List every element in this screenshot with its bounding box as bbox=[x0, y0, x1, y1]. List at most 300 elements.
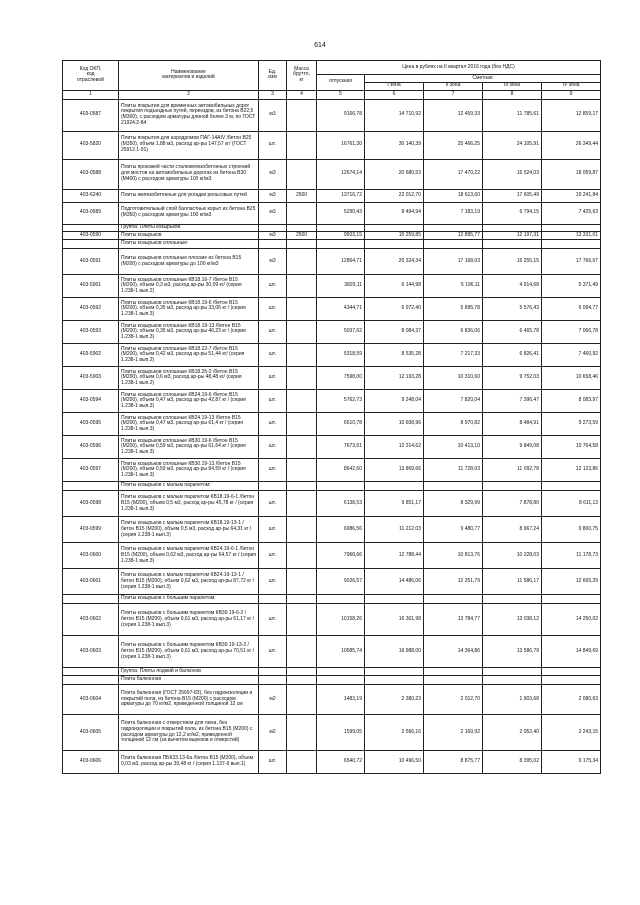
row-unit: шт. bbox=[259, 344, 287, 367]
row-zone4-price bbox=[542, 595, 601, 604]
row-name: Плиты козырьков с большим парапетом: bbox=[119, 595, 259, 604]
row-mass bbox=[287, 99, 317, 131]
row-name: Плиты козырьков сплошные КВ18.22-7 /бетон В15 (М200), объем 0,42 м3, расход ар-ры 51,44 кг/ (серия 1.238-1 вып.2) bbox=[119, 344, 259, 367]
row-name: Группа: Плиты лоджий и балконов bbox=[119, 668, 259, 676]
header-unit: Ед. изм bbox=[259, 61, 287, 91]
group-row bbox=[63, 224, 601, 232]
row-mass bbox=[287, 249, 317, 275]
row-zone2-price: 2 012,70 bbox=[424, 685, 483, 715]
row-name: Плита балконная с отверстием для люка, без гидроизоляции и покрытий пола, из бетона В15 (М200) с расходом арматуры до 12,2 кг/м2, приведенной толщиной 12 см (за вычетом вырезов и отверстий) bbox=[119, 715, 259, 751]
row-mass bbox=[287, 491, 317, 517]
row-release-price: 3829,11 bbox=[317, 275, 365, 298]
row-mass bbox=[287, 569, 317, 595]
row-name: Плиты козырьков с малым парапетом КВ24.19-13-1 /бетон В15 (М200), объем 0,62 м3, расход ар-ры 87,72 кг / (серия 1.238-1 вып.3) bbox=[119, 569, 259, 595]
row-release-price: 10158,26 bbox=[317, 604, 365, 636]
row-mass bbox=[287, 676, 317, 685]
row-zone4-price: 14 250,02 bbox=[542, 604, 601, 636]
row-zone1-price: 15 259,85 bbox=[365, 232, 424, 240]
table-row bbox=[63, 131, 601, 159]
row-zone4-price: 10 764,58 bbox=[542, 436, 601, 459]
row-zone3-price: 10 228,03 bbox=[483, 543, 542, 569]
row-mass: 2500 bbox=[287, 232, 317, 240]
row-unit: шт. bbox=[259, 436, 287, 459]
row-zone4-price: 13 331,01 bbox=[542, 232, 601, 240]
row-name: Подготовительный слой балластных корыт из бетона В25 (М350) с расходом арматуры 100 кг/м3 bbox=[119, 202, 259, 224]
col-num: 1 bbox=[63, 90, 119, 99]
row-mass bbox=[287, 159, 317, 189]
row-zone3-price: 5 576,43 bbox=[483, 298, 542, 321]
row-code: 403-0595 bbox=[63, 413, 119, 436]
row-zone3-price: 8 484,91 bbox=[483, 413, 542, 436]
row-unit: шт. bbox=[259, 543, 287, 569]
row-unit: шт. bbox=[259, 275, 287, 298]
row-zone2-price: 8 875,77 bbox=[424, 751, 483, 774]
row-mass bbox=[287, 668, 317, 676]
row-code: 403-0604 bbox=[63, 685, 119, 715]
row-release-price: 12864,71 bbox=[317, 249, 365, 275]
row-name: Плита балконная ПБК33.13-6а /бетон В15 (М200), объем 0,03 м3, расход ар-ры 39,48 кг / (серия 1.137-9 вып.1) bbox=[119, 751, 259, 774]
row-zone1-price: 12 788,44 bbox=[365, 543, 424, 569]
row-code: 403-0588 bbox=[63, 159, 119, 189]
row-zone3-price: 7 878,80 bbox=[483, 491, 542, 517]
row-zone1-price: 16 988,00 bbox=[365, 636, 424, 668]
table-row bbox=[63, 390, 601, 413]
table-row bbox=[63, 459, 601, 482]
table-row bbox=[63, 232, 601, 240]
row-release-price: 10585,74 bbox=[317, 636, 365, 668]
row-zone2-price: 8 329,99 bbox=[424, 491, 483, 517]
row-release-price bbox=[317, 482, 365, 491]
row-code: 403-0587 bbox=[63, 99, 119, 131]
row-zone4-price bbox=[542, 676, 601, 685]
row-name: Плиты козырьков сплошные КВ18.19-13 /бетон В15 (М200), объем 0,35 м3, расход ар-ры 46,23 кг / (серия 1.238-1 вып.3) bbox=[119, 321, 259, 344]
row-name: Плиты козырьков bbox=[119, 232, 259, 240]
row-name: Плита балконная bbox=[119, 676, 259, 685]
row-zone1-price: 11 212,03 bbox=[365, 517, 424, 543]
row-zone1-price bbox=[365, 240, 424, 249]
table-row bbox=[63, 436, 601, 459]
row-mass bbox=[287, 436, 317, 459]
row-zone2-price: 6 836,06 bbox=[424, 321, 483, 344]
row-code: 403-0606 bbox=[63, 751, 119, 774]
row-zone1-price bbox=[365, 668, 424, 676]
row-name: Плиты козырьков с малым парапетом: bbox=[119, 482, 259, 491]
row-zone1-price: 16 301,98 bbox=[365, 604, 424, 636]
row-unit bbox=[259, 676, 287, 685]
header-zone-1: I зона bbox=[365, 82, 424, 90]
row-code: 403-0600 bbox=[63, 543, 119, 569]
row-name: Плиты козырьков с большим парапетом КВ30.19-6-2 /бетон В15 (М200), объем 0,61 м3, расход ар-ры 61,17 кг / (серия 1.238-1 вып.3) bbox=[119, 604, 259, 636]
row-release-price bbox=[317, 240, 365, 249]
row-zone3-price: 4 914,68 bbox=[483, 275, 542, 298]
row-zone4-price: 2 243,15 bbox=[542, 715, 601, 751]
row-mass bbox=[287, 131, 317, 159]
row-code: 403-0594 bbox=[63, 390, 119, 413]
row-zone3-price: 13 586,79 bbox=[483, 636, 542, 668]
row-unit: шт. bbox=[259, 569, 287, 595]
row-mass bbox=[287, 390, 317, 413]
table-row bbox=[63, 99, 601, 131]
row-name: Плита балконная (ГОСТ 25697-83), без гидроизоляции и покрытий пола, из бетона В15 (М200) с расходом арматуры до 70 кг/м2, приведенной толщиной 12 см bbox=[119, 685, 259, 715]
row-code: 403-5820 bbox=[63, 131, 119, 159]
subgroup-row bbox=[63, 676, 601, 685]
row-zone3-price: 8 967,24 bbox=[483, 517, 542, 543]
row-unit: шт. bbox=[259, 321, 287, 344]
col-num: 8 bbox=[483, 90, 542, 99]
row-zone4-price: 8 611,13 bbox=[542, 491, 601, 517]
row-unit: шт. bbox=[259, 751, 287, 774]
row-zone2-price: 9 480,77 bbox=[424, 517, 483, 543]
col-num: 2 bbox=[119, 90, 259, 99]
row-zone4-price bbox=[542, 240, 601, 249]
row-zone3-price: 6 826,41 bbox=[483, 344, 542, 367]
row-release-price bbox=[317, 224, 365, 232]
row-zone4-price: 12 123,86 bbox=[542, 459, 601, 482]
table-row bbox=[63, 344, 601, 367]
table-row bbox=[63, 413, 601, 436]
row-zone1-price: 12 193,28 bbox=[365, 367, 424, 390]
row-mass bbox=[287, 636, 317, 668]
row-zone4-price: 7 066,78 bbox=[542, 321, 601, 344]
row-zone2-price bbox=[424, 668, 483, 676]
row-release-price: 5318,59 bbox=[317, 344, 365, 367]
row-zone1-price: 10 496,50 bbox=[365, 751, 424, 774]
row-zone3-price: 11 586,17 bbox=[483, 569, 542, 595]
row-release-price: 6540,72 bbox=[317, 751, 365, 774]
row-unit: шт. bbox=[259, 491, 287, 517]
row-mass bbox=[287, 240, 317, 249]
row-zone4-price bbox=[542, 668, 601, 676]
row-release-price: 6610,78 bbox=[317, 413, 365, 436]
row-unit: шт. bbox=[259, 390, 287, 413]
row-zone1-price: 8 084,37 bbox=[365, 321, 424, 344]
row-zone3-price bbox=[483, 482, 542, 491]
table-row bbox=[63, 751, 601, 774]
row-code: 403-0596 bbox=[63, 436, 119, 459]
row-zone3-price: 11 785,61 bbox=[483, 99, 542, 131]
row-mass bbox=[287, 459, 317, 482]
table-row bbox=[63, 491, 601, 517]
header-zone-2: II зона bbox=[424, 82, 483, 90]
row-zone2-price bbox=[424, 676, 483, 685]
row-name: Плиты козырьков сплошные: bbox=[119, 240, 259, 249]
row-zone3-price bbox=[483, 240, 542, 249]
row-zone1-price: 20 680,53 bbox=[365, 159, 424, 189]
row-zone2-price: 7 820,04 bbox=[424, 390, 483, 413]
table-row bbox=[63, 189, 601, 202]
row-zone2-price bbox=[424, 240, 483, 249]
row-zone3-price: 6 465,78 bbox=[483, 321, 542, 344]
table-row bbox=[63, 569, 601, 595]
row-zone1-price bbox=[365, 224, 424, 232]
row-name: Плиты покрытия для временных автомобильных дорог покрытия подъездных путей, переездов, из бетона В22,5 (М300), с расходом арматуры длиной более 3 м, по ГОСТ 21924.2-84 bbox=[119, 99, 259, 131]
row-mass bbox=[287, 595, 317, 604]
row-release-price: 9166,78 bbox=[317, 99, 365, 131]
table-row bbox=[63, 367, 601, 390]
row-release-price: 12674,14 bbox=[317, 159, 365, 189]
row-zone2-price: 7 183,19 bbox=[424, 202, 483, 224]
table-row bbox=[63, 604, 601, 636]
row-code: 403-0597 bbox=[63, 459, 119, 482]
row-unit: шт. bbox=[259, 298, 287, 321]
header-zone-4: IV зона bbox=[542, 82, 601, 90]
row-unit: м3 bbox=[259, 189, 287, 202]
row-code: 403-0599 bbox=[63, 517, 119, 543]
row-code: 403-0590 bbox=[63, 232, 119, 240]
row-code bbox=[63, 224, 119, 232]
row-code: 403-0593 bbox=[63, 321, 119, 344]
row-mass bbox=[287, 202, 317, 224]
row-zone1-price: 22 012,70 bbox=[365, 189, 424, 202]
row-zone1-price: 9 248,04 bbox=[365, 390, 424, 413]
row-zone1-price: 20 324,34 bbox=[365, 249, 424, 275]
row-release-price: 6138,53 bbox=[317, 491, 365, 517]
row-code: 403-0602 bbox=[63, 604, 119, 636]
table-row bbox=[63, 685, 601, 715]
group-row bbox=[63, 668, 601, 676]
row-release-price: 13716,72 bbox=[317, 189, 365, 202]
header-estimated: Сметная bbox=[365, 75, 601, 83]
row-code: 403-0591 bbox=[63, 249, 119, 275]
row-zone2-price: 5 895,78 bbox=[424, 298, 483, 321]
row-zone2-price: 18 613,60 bbox=[424, 189, 483, 202]
row-zone1-price: 30 140,39 bbox=[365, 131, 424, 159]
row-zone3-price bbox=[483, 595, 542, 604]
row-zone4-price: 7 425,63 bbox=[542, 202, 601, 224]
row-unit bbox=[259, 240, 287, 249]
row-code: 403-0589 bbox=[63, 202, 119, 224]
row-zone4-price: 9 273,59 bbox=[542, 413, 601, 436]
row-name: Плиты козырьков сплошные КВ30.19-6 /бетон В15 (М200), объем 0,59 м3, расход ар-ры 61,64 кг / (серия 1.238-1 вып.3) bbox=[119, 436, 259, 459]
row-name: Плиты козырьков сплошные КВ24.19-13 /бетон В15 (М200), объем 0,47 м3, расход ар-ры 61,4 кг / (серия 1.238-1 вып.3) bbox=[119, 413, 259, 436]
row-zone1-price bbox=[365, 676, 424, 685]
row-mass bbox=[287, 517, 317, 543]
row-zone4-price: 8 083,97 bbox=[542, 390, 601, 413]
row-release-price: 5290,43 bbox=[317, 202, 365, 224]
row-code bbox=[63, 240, 119, 249]
row-unit: шт. bbox=[259, 367, 287, 390]
row-code bbox=[63, 595, 119, 604]
row-mass bbox=[287, 367, 317, 390]
row-release-price: 7673,61 bbox=[317, 436, 365, 459]
row-zone2-price: 10 813,76 bbox=[424, 543, 483, 569]
row-zone4-price: 11 178,73 bbox=[542, 543, 601, 569]
row-zone3-price: 9 752,03 bbox=[483, 367, 542, 390]
row-unit: шт. bbox=[259, 413, 287, 436]
row-zone1-price bbox=[365, 482, 424, 491]
row-release-price: 9503,15 bbox=[317, 232, 365, 240]
row-release-price: 8642,60 bbox=[317, 459, 365, 482]
row-release-price: 1483,19 bbox=[317, 685, 365, 715]
row-zone4-price: 6 094,77 bbox=[542, 298, 601, 321]
row-zone1-price: 12 314,62 bbox=[365, 436, 424, 459]
header-zone-3: III зона bbox=[483, 82, 542, 90]
row-code bbox=[63, 668, 119, 676]
row-code: 403-5901 bbox=[63, 275, 119, 298]
row-name: Плиты козырьков сплошные плоские из бетона В15 (М200) с расходом арматуры до 100 кг/м3 bbox=[119, 249, 259, 275]
row-zone4-price: 10 658,46 bbox=[542, 367, 601, 390]
row-code bbox=[63, 676, 119, 685]
row-zone2-price: 2 169,92 bbox=[424, 715, 483, 751]
row-zone2-price: 17 470,22 bbox=[424, 159, 483, 189]
row-name: Плиты козырьков сплошные КВ18.25-2 /бетон В15 (М200), объем 0,6 м3, расход ар-ры 48,48 кг/ (серия 1.238-1 вып.2) bbox=[119, 367, 259, 390]
row-zone3-price: 2 052,40 bbox=[483, 715, 542, 751]
row-name: Плиты козырьков сплошные КВ18.16-7 /бетон В15 (М200), объем 0,3 м3, расход ар-ры 30,09 кг/ (серия 1.238-1 вып.2) bbox=[119, 275, 259, 298]
row-code: 403-0603 bbox=[63, 636, 119, 668]
row-code: 403-0601 bbox=[63, 569, 119, 595]
row-zone2-price: 14 364,86 bbox=[424, 636, 483, 668]
row-mass bbox=[287, 344, 317, 367]
table-row bbox=[63, 202, 601, 224]
row-name: Плиты козырьков сплошные КВ18.19-6 /бетон В15 (М200), объем 0,35 м3, расход ар-ры 33,06 кг / (серия 1.238-1 вып.3) bbox=[119, 298, 259, 321]
row-unit: м3 bbox=[259, 99, 287, 131]
row-zone2-price: 12 251,79 bbox=[424, 569, 483, 595]
row-zone4-price: 2 080,63 bbox=[542, 685, 601, 715]
row-zone2-price bbox=[424, 224, 483, 232]
row-mass bbox=[287, 413, 317, 436]
row-zone3-price: 7 396,47 bbox=[483, 390, 542, 413]
row-unit: м2 bbox=[259, 685, 287, 715]
row-code: 403-0592 bbox=[63, 298, 119, 321]
row-unit: шт. bbox=[259, 604, 287, 636]
row-code: 403-0605 bbox=[63, 715, 119, 751]
row-mass bbox=[287, 321, 317, 344]
row-name: Плиты козырьков сплошные КВ30.19-13 /бетон В15 (М200), объем 0,59 м3, расход ар-ры 84,59 кг / (серия 1.238-1 вып.3) bbox=[119, 459, 259, 482]
table-row bbox=[63, 715, 601, 751]
row-name: Группа: Плиты козырьков bbox=[119, 224, 259, 232]
row-unit: м3 bbox=[259, 249, 287, 275]
row-zone3-price: 11 092,78 bbox=[483, 459, 542, 482]
col-num: 6 bbox=[365, 90, 424, 99]
col-num: 7 bbox=[424, 90, 483, 99]
row-zone3-price: 24 105,91 bbox=[483, 131, 542, 159]
row-zone4-price: 19 241,84 bbox=[542, 189, 601, 202]
row-zone4-price bbox=[542, 482, 601, 491]
row-zone3-price bbox=[483, 224, 542, 232]
row-code: 403-5903 bbox=[63, 367, 119, 390]
row-code: 403-6240 bbox=[63, 189, 119, 202]
row-zone1-price: 8 535,28 bbox=[365, 344, 424, 367]
row-zone2-price: 25 466,25 bbox=[424, 131, 483, 159]
row-mass bbox=[287, 685, 317, 715]
row-code: 403-5902 bbox=[63, 344, 119, 367]
row-zone4-price: 9 800,75 bbox=[542, 517, 601, 543]
row-zone1-price: 8 494,94 bbox=[365, 202, 424, 224]
row-zone2-price: 8 970,82 bbox=[424, 413, 483, 436]
header-code: Код ОКП, код отраслевой bbox=[63, 61, 119, 91]
row-zone4-price bbox=[542, 224, 601, 232]
row-zone4-price: 26 349,44 bbox=[542, 131, 601, 159]
row-mass bbox=[287, 604, 317, 636]
table-row bbox=[63, 249, 601, 275]
table-row bbox=[63, 298, 601, 321]
row-unit: шт. bbox=[259, 459, 287, 482]
row-zone3-price: 16 524,03 bbox=[483, 159, 542, 189]
row-zone3-price: 16 255,15 bbox=[483, 249, 542, 275]
row-zone4-price: 5 371,49 bbox=[542, 275, 601, 298]
row-unit bbox=[259, 595, 287, 604]
row-mass bbox=[287, 751, 317, 774]
row-zone3-price bbox=[483, 676, 542, 685]
row-release-price: 5762,73 bbox=[317, 390, 365, 413]
row-unit: шт. bbox=[259, 131, 287, 159]
row-zone3-price: 12 197,31 bbox=[483, 232, 542, 240]
col-num: 9 bbox=[542, 90, 601, 99]
row-unit bbox=[259, 668, 287, 676]
row-zone2-price: 10 310,60 bbox=[424, 367, 483, 390]
row-release-price bbox=[317, 676, 365, 685]
row-name: Плиты железобетонные для укладки рельсовых путей bbox=[119, 189, 259, 202]
subgroup-row bbox=[63, 482, 601, 491]
col-num: 4 bbox=[287, 90, 317, 99]
row-zone2-price: 13 784,77 bbox=[424, 604, 483, 636]
table-row bbox=[63, 636, 601, 668]
header-release: отпускная bbox=[317, 75, 365, 91]
row-name: Плиты козырьков сплошные КВ24.19-6 /бетон В15 (М200), объем 0,47 м3, расход ар-ры 42,87 кг / (серия 1.238-1 вып.3) bbox=[119, 390, 259, 413]
header-name: Наименование материалов и изделий bbox=[119, 61, 259, 91]
row-zone1-price: 2 566,16 bbox=[365, 715, 424, 751]
row-release-price: 7598,00 bbox=[317, 367, 365, 390]
row-code bbox=[63, 482, 119, 491]
row-zone2-price: 5 196,11 bbox=[424, 275, 483, 298]
row-zone4-price: 17 766,07 bbox=[542, 249, 601, 275]
row-zone2-price: 12 459,33 bbox=[424, 99, 483, 131]
row-zone3-price bbox=[483, 668, 542, 676]
row-name: Плиты покрытия для аэродромов ПАГ-14АIV /бетон В25 (М350), объем 1,88 м3, расход ар-ры 147,57 кг/ (ГОСТ 25912.1-91) bbox=[119, 131, 259, 159]
col-num: 3 bbox=[259, 90, 287, 99]
row-zone4-price: 12 665,29 bbox=[542, 569, 601, 595]
header-price-title: Цена в рублях на II квартал 2016 года (без НДС) bbox=[317, 61, 601, 75]
row-unit: м3 bbox=[259, 159, 287, 189]
row-code: 403-0598 bbox=[63, 491, 119, 517]
row-unit: шт. bbox=[259, 517, 287, 543]
row-release-price bbox=[317, 668, 365, 676]
row-name: Плиты козырьков с малым парапетом КВ24.19-6-1 /бетон В15 (М200), объем 0,62 м3, расход ар-ры 64,57 кг / (серия 1.238-1 вып.3) bbox=[119, 543, 259, 569]
row-zone3-price: 17 605,49 bbox=[483, 189, 542, 202]
row-zone2-price: 11 728,03 bbox=[424, 459, 483, 482]
row-unit: м3 bbox=[259, 232, 287, 240]
row-release-price: 4344,71 bbox=[317, 298, 365, 321]
row-mass bbox=[287, 275, 317, 298]
row-unit: м3 bbox=[259, 202, 287, 224]
row-zone3-price: 6 794,15 bbox=[483, 202, 542, 224]
table-row bbox=[63, 321, 601, 344]
row-zone3-price: 9 849,08 bbox=[483, 436, 542, 459]
row-zone2-price: 7 217,33 bbox=[424, 344, 483, 367]
row-release-price: 9026,57 bbox=[317, 569, 365, 595]
row-zone1-price: 14 710,92 bbox=[365, 99, 424, 131]
row-zone3-price: 13 038,12 bbox=[483, 604, 542, 636]
row-name: Плиты козырьков с большим парапетом КВ30.19-13-2 /бетон В15 (М200), объем 0,61 м3, расход ар-ры 70,51 кг / (серия 1.238-1 вып.3) bbox=[119, 636, 259, 668]
row-mass bbox=[287, 298, 317, 321]
row-zone4-price: 14 849,69 bbox=[542, 636, 601, 668]
row-release-price: 5037,62 bbox=[317, 321, 365, 344]
row-zone2-price bbox=[424, 595, 483, 604]
price-table bbox=[62, 60, 601, 774]
row-name: Плиты козырьков с малым парапетом КВ18.19-6-1 /бетон В15 (М200), объем 0,5 м3, расход ар-ры 45,78 кг / (серия 1.238-1 вып.3) bbox=[119, 491, 259, 517]
row-zone4-price: 12 859,17 bbox=[542, 99, 601, 131]
row-zone2-price: 17 168,03 bbox=[424, 249, 483, 275]
row-zone2-price: 10 413,10 bbox=[424, 436, 483, 459]
row-zone2-price: 12 895,77 bbox=[424, 232, 483, 240]
row-release-price: 6986,56 bbox=[317, 517, 365, 543]
row-mass bbox=[287, 224, 317, 232]
row-mass bbox=[287, 482, 317, 491]
row-zone1-price: 10 608,96 bbox=[365, 413, 424, 436]
row-mass: 2500 bbox=[287, 189, 317, 202]
header-mass: Масса брутто, кг bbox=[287, 61, 317, 91]
row-zone4-price: 18 059,87 bbox=[542, 159, 601, 189]
